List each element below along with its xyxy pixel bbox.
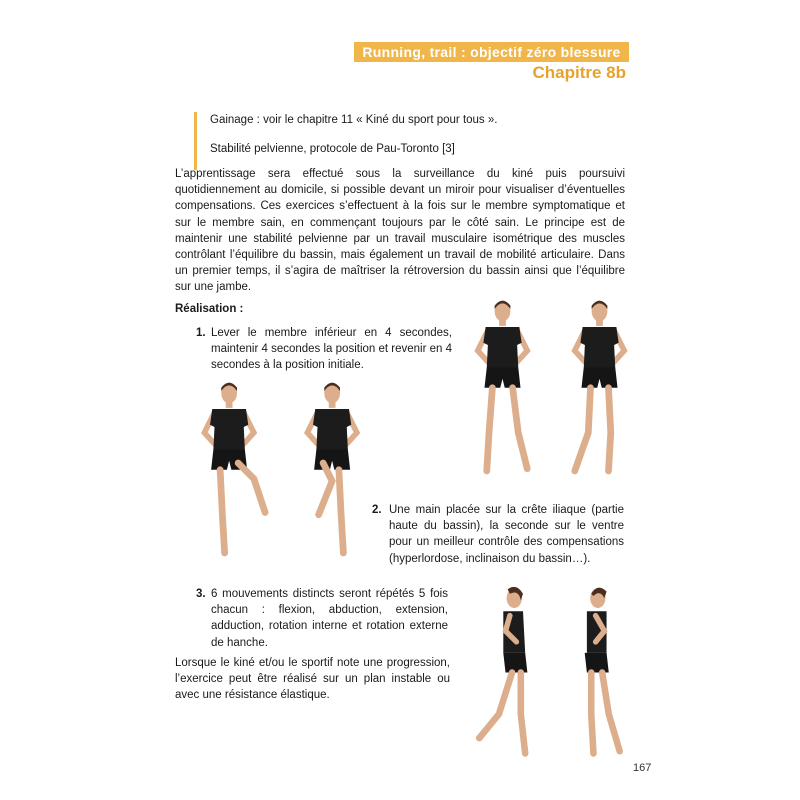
intro-paragraph: L’apprentissage sera effectué sous la surveillance du kiné puis poursuivi quotidiennement au domicile, si possible devant un miroir pour visualiser d’éventuelles compensations. Ces exercices s’effectuent à la fois sur le membre symptomatique et sur le membre sain, en commençant toujours par le côté sain. Le principe est de maintenir une stabilité pelvienne par un travail musculaire isométrique des muscles contrôlant l’équilibre du bassin, mais également un travail de mobilité articulaire. Dans un premier temps, il s’agira de maîtriser la rétroversion du bassin ainsi que l’équilibre sur une jambe. [175, 168, 625, 294]
photo-side-flexion [458, 585, 553, 760]
sidebar-quote [194, 112, 630, 170]
photo-stance-front-1 [455, 300, 550, 480]
running-header-banner [354, 42, 629, 62]
photo-side-extension [560, 585, 640, 760]
progression-paragraph: Lorsque le kiné et/ou le sportif note une progression, l’exercice peut être réalisé sur un plan instable ou avec une résistance élastique. [175, 657, 450, 702]
gainage-text: voir le chapitre 11 « Kiné du sport pour tous ». [259, 114, 498, 126]
chapter-label: Chapitre 8b [532, 63, 626, 82]
stability-title: Stabilité pelvienne, protocole de Pau-Toronto [3] [210, 143, 455, 155]
step-2 [372, 502, 624, 567]
gainage-paragraph [210, 112, 630, 129]
header-title: Running, trail : objectif zéro blessure [362, 44, 621, 60]
step-text: Lever le membre inférieur en 4 secondes, maintenir 4 secondes la position et revenir en 4 secondes à la position initiale. [211, 327, 453, 372]
step-number: 1. [196, 327, 206, 339]
step-number: 2. [372, 504, 382, 516]
step-text: Une main placée sur la crête iliaque (partie haute du bassin), la seconde sur le ventre pour un meilleur contrôle des compensations (hyperlordose, inclinaison du bassin…). [389, 504, 624, 565]
photo-leg-abduction [180, 382, 285, 562]
photo-stance-front-2 [552, 300, 647, 480]
step-text: 6 mouvements distincts seront répétés 5 fois chacun : flexion, abduction, extension, adduction, rotation interne et rotation externe de hanche. [211, 588, 448, 649]
gainage-label: Gainage : [210, 114, 260, 126]
step-3 [196, 586, 448, 651]
step-number: 3. [196, 588, 206, 600]
step-1 [196, 325, 452, 374]
photo-knee-raise [283, 382, 388, 562]
page-number: 167 [633, 762, 652, 774]
realisation-heading: Réalisation : [175, 303, 244, 315]
